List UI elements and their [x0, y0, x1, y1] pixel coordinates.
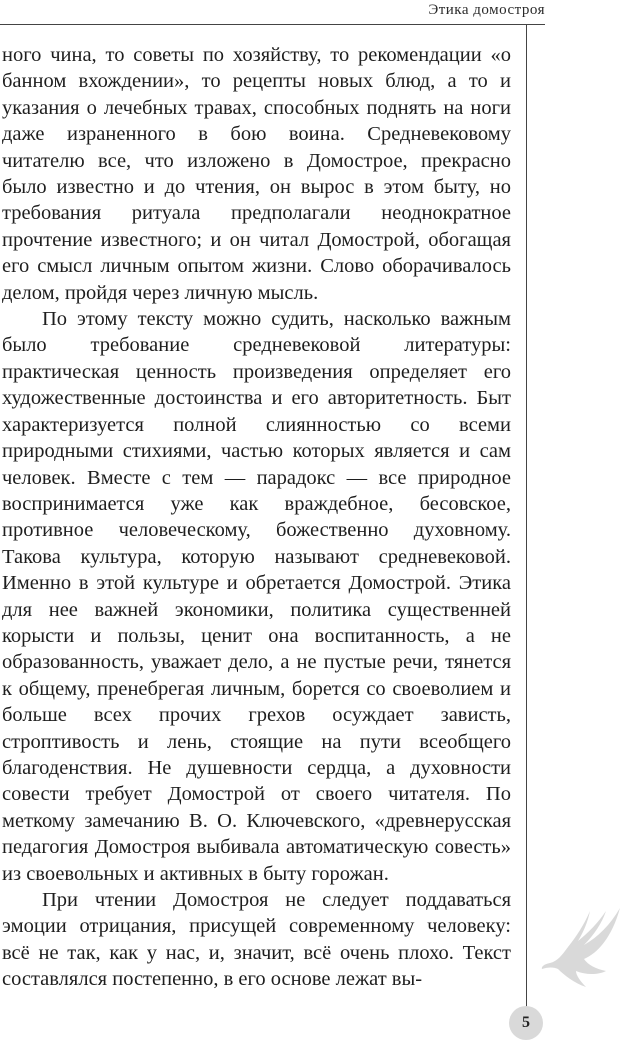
page-number: 5: [509, 1006, 543, 1040]
paragraph-1: ного чина, то советы по хозяйству, то рекомендации «о банном вхождении», то рецепты новых блюд, а то и указания о лечебных травах, способных поднять на ноги даже израненного в бою воина. Средневековому читателю все, что изложено в Домострое, прекрасно было известно и до чтения, он вырос в этом быту, но требования ритуала предполагали неоднократное прочтение известного; и он читал Домострой, обогащая его смысл личным опытом жизни. Слово оборачивалось делом, пройдя через личную мысль.: [2, 44, 511, 304]
header-rule: [0, 24, 545, 25]
margin-rule: [526, 24, 527, 1034]
running-head: Этика домостроя: [428, 2, 545, 18]
dove-icon: [540, 905, 622, 990]
body-text: [2, 42, 511, 993]
paragraph-2: По этому тексту можно судить, насколько важным было требование средневековой литературы: практическая ценность произведения определяет его художественные достоинства и его авторитетность. Быт характеризуется полной слиянностью со всеми природными стихиями, частью которых является и сам человек. Вместе с тем — парадокс — все природное воспринимается уже как враждебное, бесовское, противное человеческому, божественно духовному. Такова культура, которую называют средневековой. Именно в этой культуре и обретается Домострой. Этика для нее важней экономики, политика существенней корысти и пользы, ценит она воспитанность, а не образованность, уважает дело, а не пустые речи, тянется к общему, пренебрегая личным, борется со своеволием и больше всех прочих грехов осуждает зависть, строптивость и лень, стоящие на пути всеобщего благоденствия. Не душевности сердца, а духовности совести требует Домострой от своего читателя. По меткому замечанию В. О. Ключевского, «древнерусская педагогия Домостроя выбивала автоматическую совесть» из своевольных и активных в быту горожан.: [2, 308, 511, 885]
paragraph-3: При чтении Домостроя не следует поддаваться эмоции отрицания, присущей современному человеку: всё не так, как у нас, и, значит, всё очень плохо. Текст составлялся постепенно, в его основе лежат вы-: [2, 889, 511, 991]
